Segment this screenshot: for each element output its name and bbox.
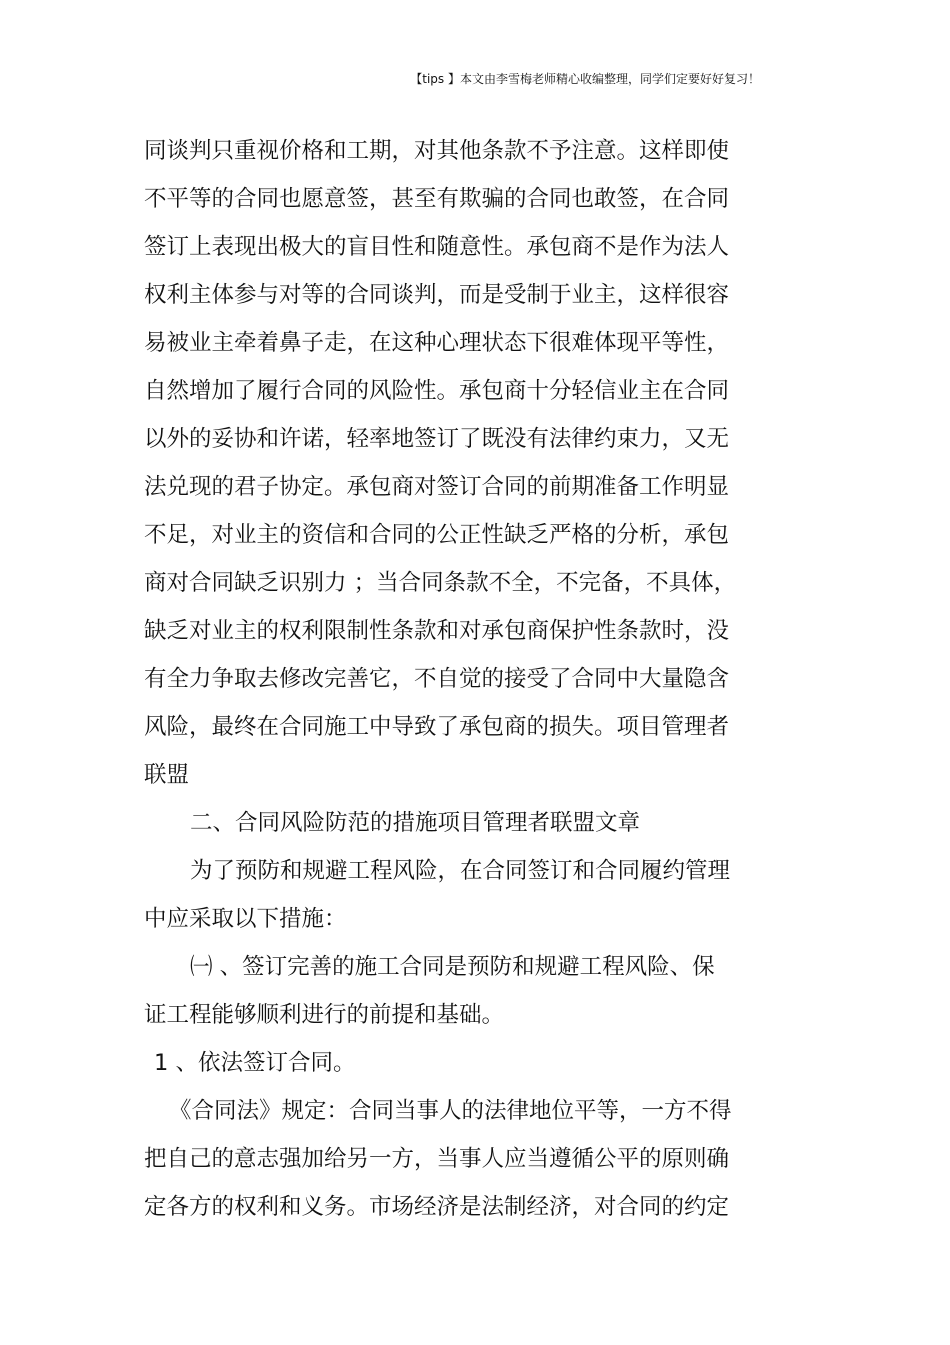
paragraph-line: 法兑现的君子协定。承包商对签订合同的前期准备工作明显 [144, 474, 730, 500]
paragraph-line: 不平等的合同也愿意签，甚至有欺骗的合同也敢签，在合同 [144, 186, 730, 212]
paragraph-line: 风险，最终在合同施工中导致了承包商的损失。项目管理者 [144, 714, 730, 740]
paragraph-line: 证工程能够顺利进行的前提和基础。 [144, 1002, 505, 1028]
paragraph-line: 为了预防和规避工程风险，在合同签订和合同履约管理 [190, 858, 731, 884]
paragraph-line: 联盟 [144, 762, 190, 788]
paragraph-line: 有全力争取去修改完善它，不自觉的接受了合同中大量隐含 [144, 666, 730, 692]
paragraph-line: 中应采取以下措施： [144, 906, 347, 932]
numbered-item-heading: 1 、依法签订合同。 [154, 1050, 356, 1076]
paragraph-line: 把自己的意志强加给另一方，当事人应当遵循公平的原则确 [144, 1146, 730, 1172]
paragraph-line: 签订上表现出极大的盲目性和随意性。承包商不是作为法人 [144, 234, 730, 260]
section-heading: 二、合同风险防范的措施项目管理者联盟文章 [190, 810, 641, 836]
paragraph-line: 易被业主牵着鼻子走，在这种心理状态下很难体现平等性， [144, 330, 730, 356]
paragraph-line: 定各方的权利和义务。市场经济是法制经济，对合同的约定 [144, 1194, 730, 1220]
paragraph-line: 不足，对业主的资信和合同的公正性缺乏严格的分析，承包 [144, 522, 730, 548]
document-body [144, 127, 754, 1231]
paragraph-line: 同谈判只重视价格和工期，对其他条款不予注意。这样即使 [144, 138, 730, 164]
paragraph-line: 《合同法》规定：合同当事人的法律地位平等，一方不得 [169, 1098, 732, 1124]
header-tips-note: 【tips 】本文由李雪梅老师精心收编整理，同学们定要好好复习！ [410, 72, 760, 86]
paragraph-line: 以外的妥协和许诺，轻率地签订了既没有法律约束力，又无 [144, 426, 730, 452]
paragraph-line: 权利主体参与对等的合同谈判，而是受制于业主，这样很容 [144, 282, 730, 308]
paragraph-line: 商对合同缺乏识别力 ；当合同条款不全，不完备，不具体， [144, 570, 737, 596]
paragraph-line: 自然增加了履行合同的风险性。承包商十分轻信业主在合同 [144, 378, 730, 404]
subsection-heading: ㈠ 、签订完善的施工合同是预防和规避工程风险、保 [190, 954, 715, 980]
paragraph-line: 缺乏对业主的权利限制性条款和对承包商保护性条款时，没 [144, 618, 730, 644]
